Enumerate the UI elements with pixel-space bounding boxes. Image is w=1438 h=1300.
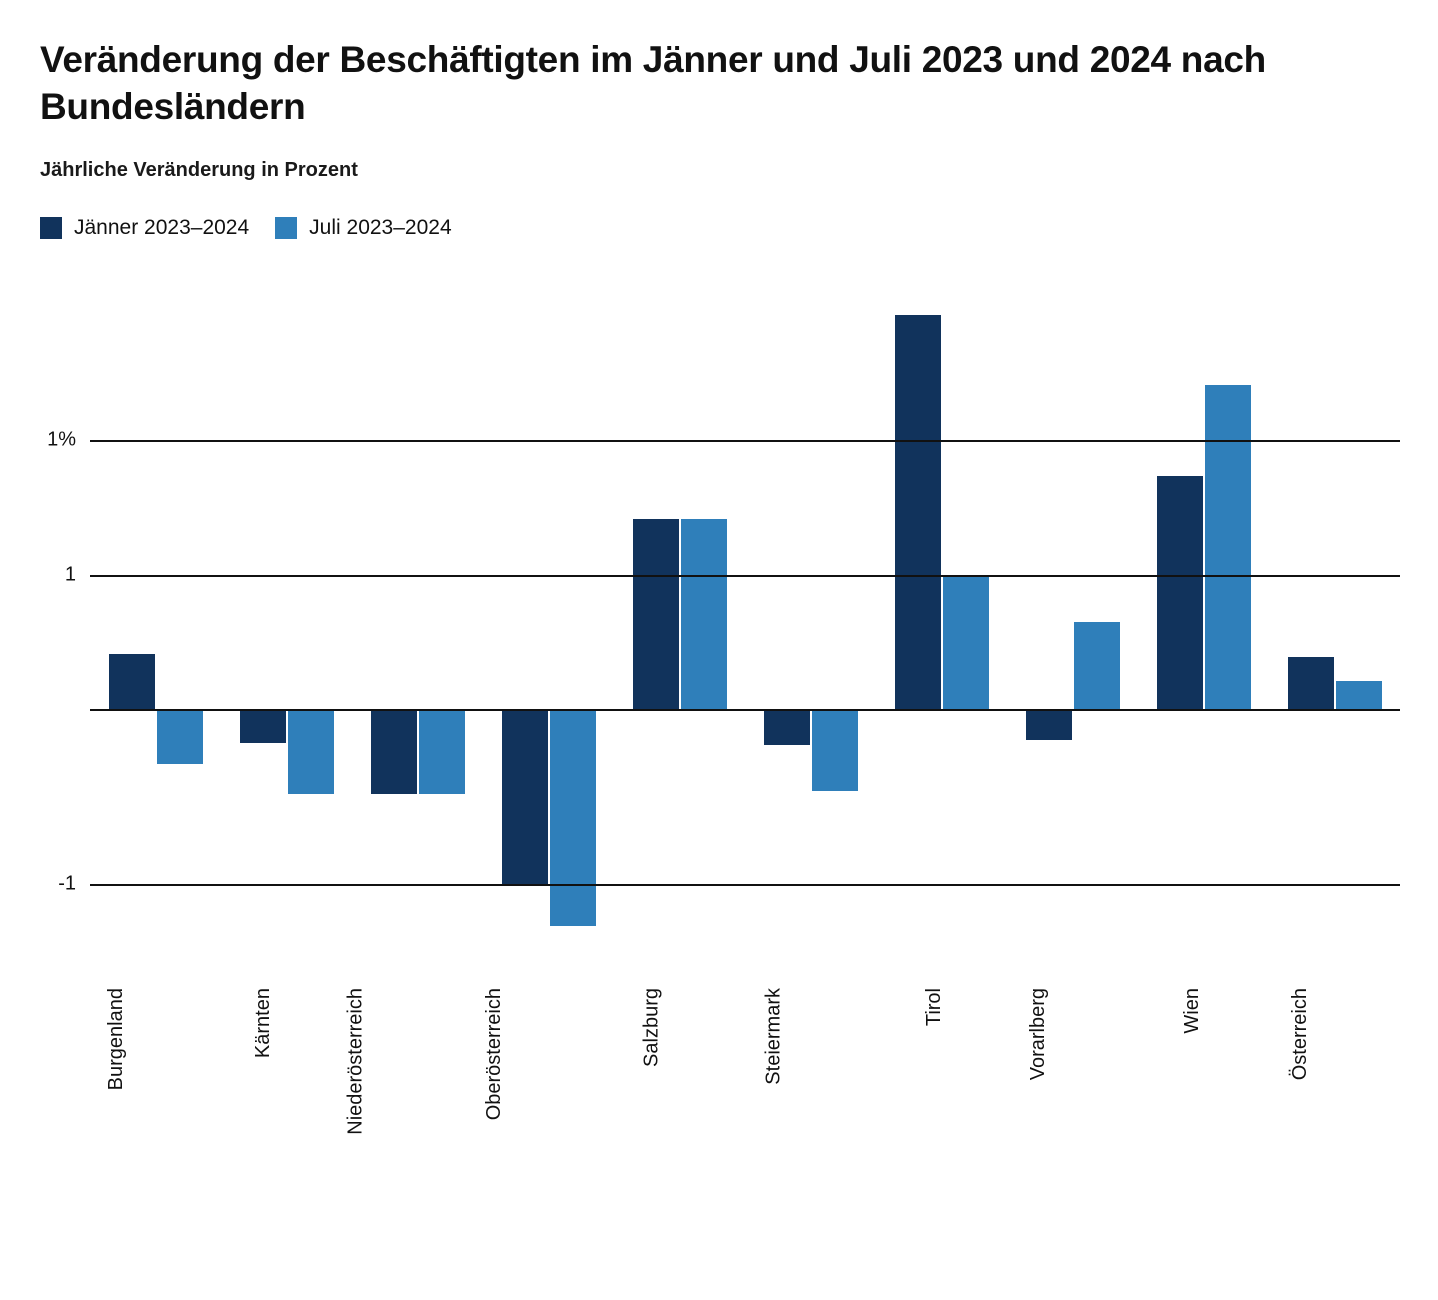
bar [371, 710, 417, 793]
bar [895, 315, 941, 711]
gridline [64, 563, 1400, 586]
x-axis-tick-label: Österreich [1288, 987, 1311, 1080]
bar [502, 710, 548, 885]
bar-group [352, 280, 483, 980]
bar [1205, 385, 1251, 711]
bar-group [1007, 280, 1138, 980]
bar-group [1138, 280, 1269, 980]
gridline [58, 872, 1400, 895]
bar-group [221, 280, 352, 980]
x-axis-labels [90, 980, 1400, 1240]
legend-swatch-icon [40, 217, 62, 239]
x-axis-tick-label: Oberösterreich [482, 987, 505, 1120]
bar-group [614, 280, 745, 980]
x-axis-tick-label: Vorarlberg [1026, 987, 1049, 1080]
legend-item-juli [275, 216, 451, 240]
bar [1336, 681, 1382, 711]
bar-group [745, 280, 876, 980]
bar [157, 710, 203, 764]
x-axis-label-cell [344, 980, 483, 1240]
x-axis-tick-label: Kärnten [251, 987, 274, 1058]
bar [1288, 657, 1334, 711]
bar-group [876, 280, 1007, 980]
x-axis-label-cell [221, 980, 352, 1240]
bar [419, 710, 465, 793]
legend-label: Juli 2023–2024 [309, 215, 452, 239]
y-axis-tick-label: 1% [47, 428, 76, 451]
bar [240, 710, 286, 742]
x-axis-tick-label: Salzburg [640, 987, 663, 1067]
x-axis-label-cell [1138, 980, 1269, 1240]
x-axis-tick-label: Wien [1180, 987, 1203, 1034]
bar [812, 710, 858, 791]
x-axis-tick-label: Tirol [922, 987, 945, 1026]
bar [943, 576, 989, 711]
legend-item-janner [40, 216, 249, 240]
x-axis-label-cell [1269, 980, 1400, 1240]
bar [681, 519, 727, 710]
zero-baseline [90, 709, 1400, 711]
x-axis-tick-label: Steiermark [762, 987, 785, 1085]
x-axis-label-cell [1007, 980, 1138, 1240]
bar [1157, 476, 1203, 710]
bar-groups [90, 280, 1400, 980]
bar [764, 710, 810, 745]
bar [1074, 622, 1120, 711]
x-axis-tick-label: Niederösterreich [344, 987, 367, 1135]
bar-group [483, 280, 614, 980]
bar [109, 654, 155, 711]
bar [550, 710, 596, 925]
gridline [47, 428, 1400, 451]
x-axis-label-cell [483, 980, 614, 1240]
y-axis-tick-label: -1 [58, 872, 76, 895]
bar-group [1269, 280, 1400, 980]
bar-chart [40, 280, 1400, 1135]
plot-area [47, 280, 1400, 980]
bar [288, 710, 334, 793]
x-axis-label-cell [614, 980, 745, 1240]
x-axis-tick-label: Burgenland [104, 987, 127, 1091]
bar-group [90, 280, 221, 980]
x-axis-label-cell [745, 980, 876, 1240]
legend-label: Jänner 2023–2024 [74, 215, 250, 239]
chart-legend [40, 216, 1398, 240]
y-axis-tick-label: 1 [64, 563, 76, 586]
x-axis-label-cell [90, 980, 221, 1240]
legend-swatch-icon [275, 217, 297, 239]
bar [633, 519, 679, 710]
x-axis-label-cell [876, 980, 1007, 1240]
chart-subtitle: Jährliche Veränderung in Prozent [40, 158, 358, 181]
page-title: Veränderung der Beschäftigten im Jänner und Juli 2023 und 2024 nach Bundesländern [40, 39, 1266, 128]
bar [1026, 710, 1072, 740]
